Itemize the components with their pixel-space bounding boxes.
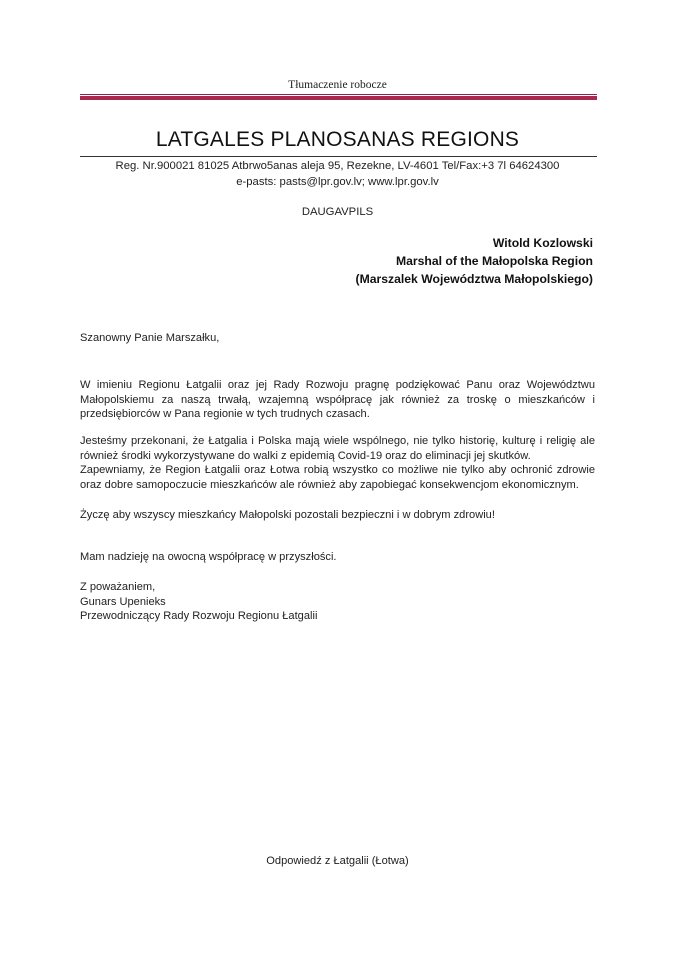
recipient-title-en: Marshal of the Małopolska Region [395,254,593,268]
paragraph-assurance: Zapewniamy, że Region Łatgalii oraz Łotwa robią wszystko co możliwe nie tylko aby ochronić zdrowie oraz dobre samopoczucie mieszkańców ale również aby zapobiegać konsekwencjom ekonomicznym. [80,464,595,491]
header-rule-thin [80,94,597,95]
city-label: DAUGAVPILS [301,206,374,218]
working-translation-note: Tłumaczenie robocze [288,79,387,91]
signatory-title: Przewodniczący Rady Rozwoju Regionu Łatgalii [80,610,318,623]
signature-block [80,580,595,624]
organization-name: LATGALES PLANOSANAS REGIONS [155,128,520,151]
signatory-name: Gunars Upenieks [80,595,166,608]
paragraph-common-ground: Jesteśmy przekonani, że Łatgalia i Polska mają wiele wspólnego, nie tylko historię, kulturę i religię ale również środki wykorzystywane do walki z epidemią Covid-19 oraz do eliminacji jej skutków. [80,435,595,462]
footer-note: Odpowiedź z Łatgalii (Łotwa) [266,855,409,867]
recipient-block [356,234,593,288]
sign-off: Z poważaniem, [80,581,156,593]
organization-address: Reg. Nr.900021 81025 Atbrwo5anas aleja 95, Rezekne, LV-4601 Tel/Fax:+3 7l 64624300 [115,160,560,172]
paragraph-thanks: W imieniu Regionu Łatgalii oraz jej Rady Rozwoju pragnę podziękować Panu oraz Województwu Małopolskiemu za naszą trwałą, wzajemną współpracę jak również za troskę o mieszkańców i przedsiębiorców w Pana regionie w tych trudnych czasach. [80,379,595,421]
letterhead-divider [80,156,597,157]
paragraph-wishes: Życzę aby wszyscy mieszkańcy Małopolski pozostali bezpieczni i w dobrym zdrowiu! [80,509,495,521]
header-rule [80,94,597,101]
header-rule-thick [80,96,597,100]
recipient-title-pl: (Marszalek Województwa Małopolskiego) [355,272,593,286]
recipient-name: Witold Kozlowski [492,236,593,250]
salutation: Szanowny Panie Marszałku, [80,332,220,344]
organization-contact: e-pasts: pasts@lpr.gov.lv; www.lpr.gov.lv [236,176,439,188]
closing-wish: Mam nadzieję na owocną współpracę w przyszłości. [80,551,337,563]
paragraph-cooperation [80,434,595,492]
